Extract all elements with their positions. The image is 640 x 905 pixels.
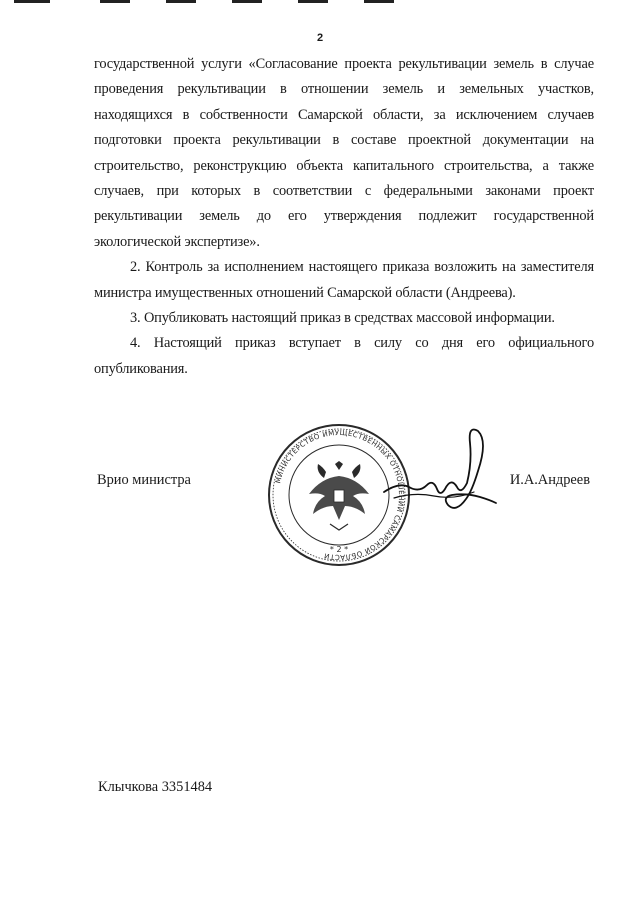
svg-text:МИНИСТЕРСТВО ИМУЩЕСТВЕННЫХ ОТН: МИНИСТЕРСТВО ИМУЩЕСТВЕННЫХ ОТНОШЕНИЙ САМАРСКОЙ ОБЛАСТИ — [274, 428, 406, 562]
page-number: 2 — [316, 32, 324, 44]
signatory-name: И.А.Андреев — [509, 472, 590, 488]
document-body — [94, 52, 594, 382]
paragraph-item-2: 2. Контроль за исполнением настоящего приказа возложить на заместителя министра имущественных отношений Самарской области (Андреева). — [94, 259, 594, 301]
executor-contact: Клычкова 3351484 — [98, 779, 213, 795]
paragraph-item-4: 4. Настоящий приказ вступает в силу со дня его официального опубликования. — [94, 335, 594, 377]
handwritten-signature — [354, 420, 514, 540]
signature-block — [94, 420, 594, 570]
paragraph-item-3: 3. Опубликовать настоящий приказ в средствах массовой информации. — [130, 310, 555, 327]
scan-artifacts — [0, 0, 640, 6]
svg-text:* 2 *: * 2 * — [329, 545, 349, 554]
paragraph-continuation: государственной услуги «Согласование проекта рекультивации земель в случае проведения рекультивации в отношении земель и земельных участков, находящихся в собственности Самарской области, за исключением случаев подготовки проекта рекультивации в составе проектной документации на строительство, реконструкцию объекта капитального строительства, а также случаев, при которых в соответствии с федеральными законами проект рекультивации земель до его утверждения подлежит государственной экологической экспертизе». — [94, 56, 594, 250]
signatory-role: Врио министра — [97, 472, 191, 488]
